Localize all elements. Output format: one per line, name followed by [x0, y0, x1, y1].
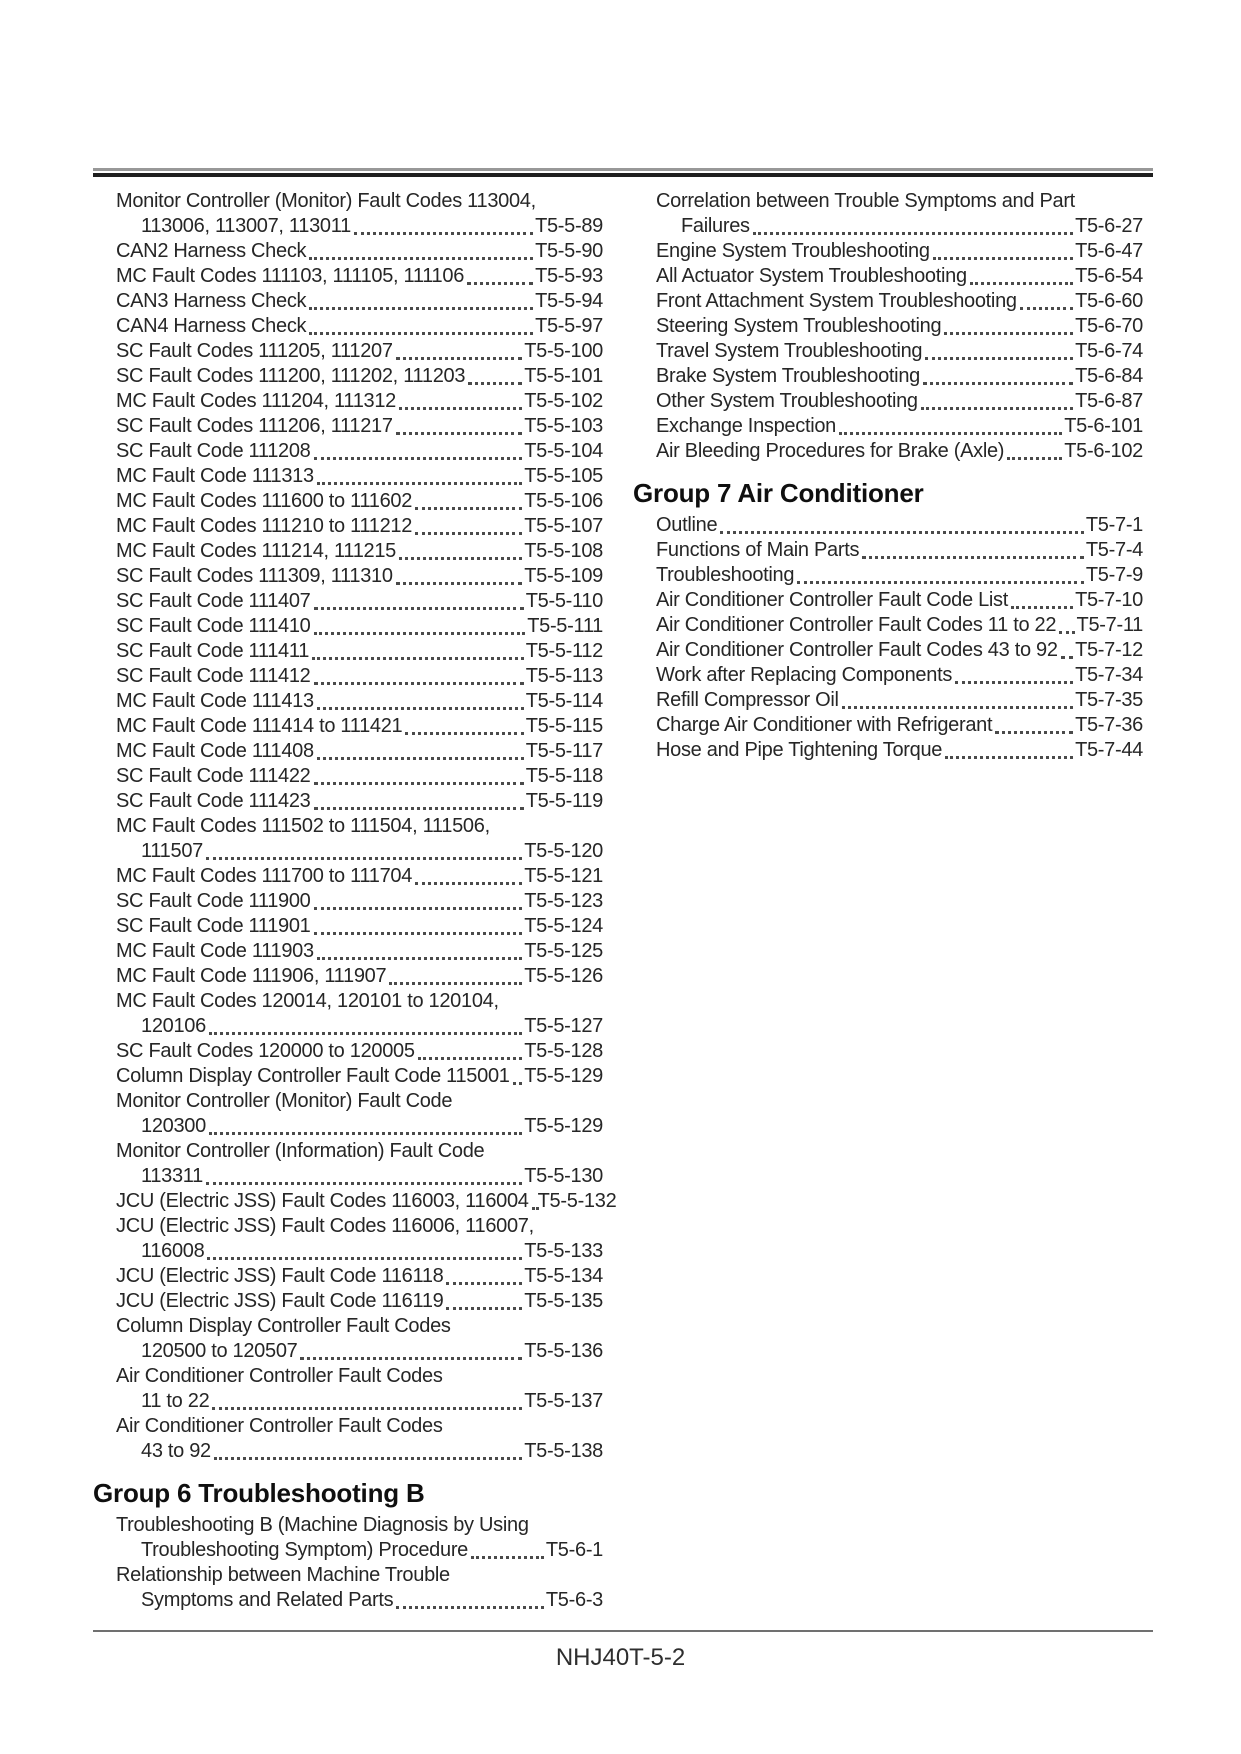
dot-leader	[396, 1606, 544, 1609]
toc-page-number: T5-5-128	[524, 1040, 603, 1062]
toc-entry	[93, 1389, 603, 1414]
toc-entry-label: CAN4 Harness Check	[116, 315, 307, 337]
toc-entry	[93, 1264, 603, 1289]
toc-entry	[93, 589, 603, 614]
toc-entry-text: MC Fault Codes 111502 to 111504, 111506,	[116, 815, 490, 837]
dot-leader	[399, 407, 522, 410]
toc-entry	[93, 214, 603, 239]
toc-page-number: T5-5-119	[525, 790, 603, 812]
dot-leader	[396, 357, 523, 360]
toc-entry-text: Air Conditioner Controller Fault Codes	[116, 1415, 443, 1437]
toc-page-number: T5-5-130	[524, 1165, 603, 1187]
toc-entry	[633, 364, 1143, 389]
toc-entry	[93, 1439, 603, 1464]
toc-entry	[93, 939, 603, 964]
dot-leader	[314, 457, 523, 460]
dot-leader	[209, 1132, 522, 1135]
toc-entry-label: Functions of Main Parts	[656, 539, 860, 561]
toc-entry-label: Front Attachment System Troubleshooting	[656, 290, 1017, 312]
toc-entry-label: Engine System Troubleshooting	[656, 240, 930, 262]
dot-leader	[354, 232, 533, 235]
toc-entry-label: Air Bleeding Procedures for Brake (Axle)	[656, 440, 1005, 462]
dot-leader	[314, 682, 524, 685]
dot-leader	[314, 632, 526, 635]
toc-entry-label: Travel System Troubleshooting	[656, 340, 923, 362]
toc-entry	[93, 464, 603, 489]
toc-entry-label: MC Fault Code 111408	[116, 740, 314, 762]
dot-leader	[399, 557, 522, 560]
group-heading: Group 6 Troubleshooting B	[93, 1478, 425, 1508]
toc-entry-text: Column Display Controller Fault Codes	[116, 1315, 451, 1337]
dot-leader	[309, 332, 533, 335]
toc-page-number: T5-5-101	[524, 365, 603, 387]
toc-entry-label: MC Fault Code 111313	[116, 465, 314, 487]
toc-entry	[93, 1164, 603, 1189]
toc-entry-label: 113006, 113007, 113011	[141, 215, 351, 237]
toc-page-number: T5-7-1	[1085, 514, 1143, 536]
toc-entry	[633, 713, 1143, 738]
toc-entry-label: Brake System Troubleshooting	[656, 365, 920, 387]
dot-leader	[309, 257, 533, 260]
toc-entry-label: MC Fault Codes 111210 to 111212	[116, 515, 413, 537]
toc-entry-label: SC Fault Code 111208	[116, 440, 311, 462]
toc-page-number: T5-5-138	[524, 1440, 603, 1462]
toc-page-number: T5-5-90	[535, 240, 603, 262]
toc-entry	[633, 563, 1143, 588]
toc-page-number: T5-5-134	[524, 1265, 603, 1287]
toc-page-number: T5-5-125	[524, 940, 603, 962]
toc-entry	[93, 364, 603, 389]
toc-page-number: T5-6-3	[545, 1589, 603, 1611]
toc-page-number: T5-7-35	[1075, 689, 1143, 711]
toc-entry	[93, 339, 603, 364]
toc-entry-label: SC Fault Code 111422	[116, 765, 311, 787]
toc-entry-label: MC Fault Code 111413	[116, 690, 314, 712]
dot-leader	[468, 382, 522, 385]
toc-page-number: T5-5-113	[525, 665, 603, 687]
toc-entry-label: Air Conditioner Controller Fault Code List	[656, 589, 1009, 611]
dot-leader	[418, 1057, 523, 1060]
toc-entry	[633, 389, 1143, 414]
dot-leader	[209, 1032, 522, 1035]
toc-entry	[93, 1014, 603, 1039]
toc-page-number: T5-5-89	[535, 215, 603, 237]
toc-entry-label: 111507	[141, 840, 203, 862]
toc-page-number: T5-5-124	[524, 915, 603, 937]
toc-page-number: T5-6-102	[1064, 440, 1143, 462]
dot-leader	[923, 382, 1073, 385]
dot-leader	[212, 1407, 522, 1410]
toc-page-number: T5-5-120	[524, 840, 603, 862]
toc-entry-label: JCU (Electric JSS) Fault Code 116118	[116, 1265, 444, 1287]
toc-entry-text: Monitor Controller (Information) Fault Code	[116, 1140, 485, 1162]
toc-entry-label: SC Fault Codes 111206, 111217	[116, 415, 393, 437]
dot-leader	[471, 1556, 544, 1559]
dot-leader	[317, 957, 522, 960]
toc-entry-label: SC Fault Code 111901	[116, 915, 311, 937]
toc-entry-label: 116008	[141, 1240, 205, 1262]
dot-leader	[317, 482, 522, 485]
toc-entry	[633, 738, 1143, 763]
toc-page-number: T5-5-97	[535, 315, 603, 337]
toc-page-number: T5-6-87	[1075, 390, 1143, 412]
toc-entry-label: Air Conditioner Controller Fault Codes 43 to 92	[656, 639, 1058, 661]
toc-entry-label: SC Fault Codes 111200, 111202, 111203	[116, 365, 466, 387]
toc-entry-label: Charge Air Conditioner with Refrigerant	[656, 714, 993, 736]
toc-page-number: T5-7-12	[1075, 639, 1143, 661]
toc-entry	[93, 514, 603, 539]
dot-leader	[1020, 307, 1073, 310]
toc-page-number: T5-5-126	[524, 965, 603, 987]
toc-entry	[93, 414, 603, 439]
toc-entry-label: All Actuator System Troubleshooting	[656, 265, 967, 287]
toc-entry-label: SC Fault Codes 111309, 111310	[116, 565, 393, 587]
toc-page-number: T5-6-54	[1075, 265, 1143, 287]
dot-leader	[314, 907, 523, 910]
dot-leader	[753, 232, 1073, 235]
toc-page-number: T5-5-93	[535, 265, 603, 287]
toc-page-number: T5-5-108	[524, 540, 603, 562]
toc-entry	[93, 314, 603, 339]
toc-page-number: T5-5-136	[524, 1340, 603, 1362]
toc-entry-label: MC Fault Code 111903	[116, 940, 314, 962]
toc-page-number: T5-6-74	[1075, 340, 1143, 362]
toc-page-number: T5-7-10	[1075, 589, 1143, 611]
dot-leader	[415, 507, 522, 510]
toc-entry-label: Troubleshooting Symptom) Procedure	[141, 1539, 468, 1561]
dot-leader	[206, 857, 522, 860]
toc-entry	[633, 314, 1143, 339]
toc-page-number: T5-5-100	[524, 340, 603, 362]
toc-entry-label: 120500 to 120507	[141, 1340, 298, 1362]
toc-entry-label: Troubleshooting	[656, 564, 795, 586]
toc-entry	[633, 588, 1143, 613]
toc-entry-label: CAN3 Harness Check	[116, 290, 307, 312]
toc-page-number: T5-5-110	[525, 590, 603, 612]
dot-leader	[206, 1182, 522, 1185]
toc-entry	[93, 1039, 603, 1064]
toc-page-number: T5-5-118	[525, 765, 603, 787]
dot-leader	[945, 756, 1073, 759]
dot-leader	[396, 432, 523, 435]
toc-entry	[633, 289, 1143, 314]
toc-entry-label: SC Fault Code 111412	[116, 665, 311, 687]
toc-entry	[93, 1538, 603, 1563]
toc-page-number: T5-7-34	[1075, 664, 1143, 686]
toc-entry-label: JCU (Electric JSS) Fault Code 116119	[116, 1290, 444, 1312]
toc-page-number: T5-5-102	[524, 390, 603, 412]
toc-page-number: T5-5-133	[524, 1240, 603, 1262]
dot-leader	[314, 932, 523, 935]
toc-entry	[93, 764, 603, 789]
toc-page-number: T5-5-111	[527, 615, 603, 637]
toc-entry	[93, 489, 603, 514]
toc-page-number: T5-6-101	[1064, 415, 1143, 437]
toc-page-number: T5-6-47	[1075, 240, 1143, 262]
toc-entry	[633, 638, 1143, 663]
toc-entry	[93, 539, 603, 564]
toc-entry	[633, 663, 1143, 688]
toc-entry	[633, 613, 1143, 638]
toc-page-number: T5-5-129	[524, 1065, 603, 1087]
toc-page-number: T5-5-104	[524, 440, 603, 462]
toc-entry	[633, 538, 1143, 563]
dot-leader	[1061, 656, 1073, 659]
toc-page-number: T5-5-109	[524, 565, 603, 587]
toc-entry-label: SC Fault Code 111411	[116, 640, 310, 662]
dot-leader	[314, 607, 524, 610]
toc-entry	[93, 614, 603, 639]
header-rule-dark-line	[93, 173, 1153, 177]
dot-leader	[317, 707, 524, 710]
toc-entry-label: SC Fault Code 111407	[116, 590, 311, 612]
toc-entry-text: Air Conditioner Controller Fault Codes	[116, 1365, 443, 1387]
toc-column-left	[93, 189, 617, 1613]
toc-entry	[93, 239, 603, 264]
dot-leader	[995, 731, 1073, 734]
toc-entry-label: MC Fault Codes 111204, 111312	[116, 390, 397, 412]
dot-leader	[532, 1207, 536, 1210]
toc-entry-label: Symptoms and Related Parts	[141, 1589, 394, 1611]
toc-entry-text: Troubleshooting B (Machine Diagnosis by Using	[116, 1514, 529, 1536]
toc-entry-label: SC Fault Codes 111205, 111207	[116, 340, 393, 362]
toc-entry	[633, 414, 1143, 439]
toc-entry	[93, 739, 603, 764]
toc-columns	[93, 189, 1143, 1613]
toc-entry-label: Steering System Troubleshooting	[656, 315, 942, 337]
toc-entry	[633, 264, 1143, 289]
dot-leader	[446, 1282, 522, 1285]
dot-leader	[933, 257, 1073, 260]
dot-leader	[312, 657, 524, 660]
toc-entry-label: Column Display Controller Fault Code 115001	[116, 1065, 510, 1087]
toc-entry-label: JCU (Electric JSS) Fault Codes 116003, 116004	[116, 1190, 529, 1212]
toc-entry-text: Correlation between Trouble Symptoms and Part	[656, 190, 1075, 212]
toc-page-number: T5-5-105	[524, 465, 603, 487]
dot-leader	[921, 407, 1073, 410]
toc-entry-label: SC Fault Codes 120000 to 120005	[116, 1040, 415, 1062]
toc-page-number: T5-5-117	[525, 740, 603, 762]
toc-entry	[93, 289, 603, 314]
dot-leader	[415, 882, 522, 885]
toc-entry	[633, 214, 1143, 239]
dot-leader	[309, 307, 533, 310]
toc-entry-label: 43 to 92	[141, 1440, 211, 1462]
toc-page-number: T5-5-115	[525, 715, 603, 737]
toc-page-number: T5-5-129	[524, 1115, 603, 1137]
toc-page-number: T5-7-11	[1076, 614, 1143, 636]
toc-entry	[93, 1339, 603, 1364]
toc-entry	[93, 1189, 617, 1214]
dot-leader	[314, 782, 524, 785]
dot-leader	[842, 706, 1073, 709]
dot-leader	[925, 357, 1073, 360]
toc-entry-label: MC Fault Codes 111103, 111105, 111106	[116, 265, 465, 287]
toc-entry-label: 11 to 22	[141, 1390, 210, 1412]
header-double-rule	[93, 168, 1153, 177]
toc-entry-label: MC Fault Code 111414 to 111421	[116, 715, 403, 737]
toc-entry-label: SC Fault Code 111423	[116, 790, 311, 812]
toc-entry	[93, 1588, 603, 1613]
dot-leader	[720, 531, 1084, 534]
toc-entry	[93, 564, 603, 589]
dot-leader	[797, 581, 1084, 584]
toc-page-number: T5-6-70	[1075, 315, 1143, 337]
toc-page-number: T5-5-137	[524, 1390, 603, 1412]
dot-leader	[314, 807, 524, 810]
toc-entry-label: 120106	[141, 1015, 206, 1037]
toc-entry	[93, 839, 603, 864]
toc-entry	[633, 239, 1143, 264]
toc-page-number: T5-5-103	[524, 415, 603, 437]
toc-entry	[93, 789, 603, 814]
toc-entry-text: Relationship between Machine Trouble	[116, 1564, 450, 1586]
toc-column-right	[633, 189, 1143, 1613]
dot-leader	[513, 1082, 523, 1085]
toc-entry	[93, 439, 603, 464]
dot-leader	[405, 732, 523, 735]
toc-entry-label: SC Fault Code 111410	[116, 615, 311, 637]
toc-entry-label: MC Fault Codes 111214, 111215	[116, 540, 397, 562]
toc-page-number: T5-5-107	[524, 515, 603, 537]
toc-entry-label: Exchange Inspection	[656, 415, 836, 437]
dot-leader	[214, 1457, 522, 1460]
dot-leader	[389, 982, 522, 985]
toc-entry	[93, 889, 603, 914]
toc-entry	[93, 1114, 603, 1139]
toc-page-number: T5-6-84	[1075, 365, 1143, 387]
toc-page-number: T5-5-121	[524, 865, 603, 887]
toc-entry	[633, 688, 1143, 713]
toc-entry-label: Refill Compressor Oil	[656, 689, 839, 711]
footer-rule	[93, 1630, 1153, 1632]
toc-entry	[93, 1064, 603, 1089]
toc-entry	[93, 689, 603, 714]
toc-entry-label: MC Fault Codes 111700 to 111704	[116, 865, 413, 887]
toc-entry-label: MC Fault Code 111906, 111907	[116, 965, 387, 987]
toc-entry	[93, 1239, 603, 1264]
toc-entry-label: Outline	[656, 514, 718, 536]
toc-entry-label: CAN2 Harness Check	[116, 240, 307, 262]
toc-page-number: T5-5-112	[525, 640, 603, 662]
toc-entry	[633, 339, 1143, 364]
toc-entry	[93, 264, 603, 289]
toc-page-number: T5-6-27	[1075, 215, 1143, 237]
toc-entry	[93, 1289, 603, 1314]
toc-entry	[93, 914, 603, 939]
toc-entry-label: 113311	[141, 1165, 203, 1187]
toc-page-number: T5-5-135	[524, 1290, 603, 1312]
toc-entry-label: MC Fault Codes 111600 to 111602	[116, 490, 413, 512]
toc-entry	[93, 964, 603, 989]
toc-entry	[633, 439, 1143, 464]
toc-entry	[633, 513, 1143, 538]
dot-leader	[1007, 457, 1062, 460]
dot-leader	[839, 432, 1062, 435]
dot-leader	[955, 681, 1073, 684]
toc-entry-label: Failures	[681, 215, 750, 237]
toc-page-number: T5-5-94	[535, 290, 603, 312]
toc-page-number: T5-7-36	[1075, 714, 1143, 736]
toc-entry-label: Hose and Pipe Tightening Torque	[656, 739, 943, 761]
toc-page-number: T5-6-60	[1075, 290, 1143, 312]
dot-leader	[970, 282, 1073, 285]
toc-entry	[93, 664, 603, 689]
toc-entry-text: Monitor Controller (Monitor) Fault Code	[116, 1090, 453, 1112]
toc-entry-text: Monitor Controller (Monitor) Fault Codes 113004,	[116, 190, 536, 212]
toc-page-number: T5-7-44	[1075, 739, 1143, 761]
toc-page-number: T5-5-123	[524, 890, 603, 912]
toc-entry-text: JCU (Electric JSS) Fault Codes 116006, 116007,	[116, 1215, 534, 1237]
page-footer-code: NHJ40T-5-2	[555, 1644, 686, 1671]
toc-entry-label: Work after Replacing Components	[656, 664, 953, 686]
toc-entry-label: Other System Troubleshooting	[656, 390, 918, 412]
toc-entry	[93, 864, 603, 889]
dot-leader	[396, 582, 523, 585]
toc-page-number: T5-7-4	[1085, 539, 1143, 561]
toc-page-number: T5-5-106	[524, 490, 603, 512]
group-heading: Group 7 Air Conditioner	[633, 478, 924, 508]
dot-leader	[944, 332, 1073, 335]
toc-page-number: T5-5-127	[524, 1015, 603, 1037]
dot-leader	[446, 1307, 522, 1310]
dot-leader	[317, 757, 524, 760]
toc-entry	[93, 389, 603, 414]
dot-leader	[862, 556, 1084, 559]
dot-leader	[1011, 606, 1073, 609]
toc-entry-label: 120300	[141, 1115, 206, 1137]
dot-leader	[415, 532, 522, 535]
toc-entry-label: Air Conditioner Controller Fault Codes 11 to 22	[656, 614, 1057, 636]
toc-page-number: T5-5-114	[525, 690, 603, 712]
dot-leader	[300, 1357, 522, 1360]
toc-entry	[93, 714, 603, 739]
dot-leader	[467, 282, 533, 285]
toc-entry	[93, 639, 603, 664]
dot-leader	[1059, 631, 1074, 634]
toc-page-number: T5-5-132	[537, 1190, 617, 1212]
toc-entry-label: SC Fault Code 111900	[116, 890, 311, 912]
toc-entry-text: MC Fault Codes 120014, 120101 to 120104,	[116, 990, 499, 1012]
dot-leader	[207, 1257, 522, 1260]
toc-page-number: T5-7-9	[1085, 564, 1143, 586]
toc-page-number: T5-6-1	[545, 1539, 603, 1561]
